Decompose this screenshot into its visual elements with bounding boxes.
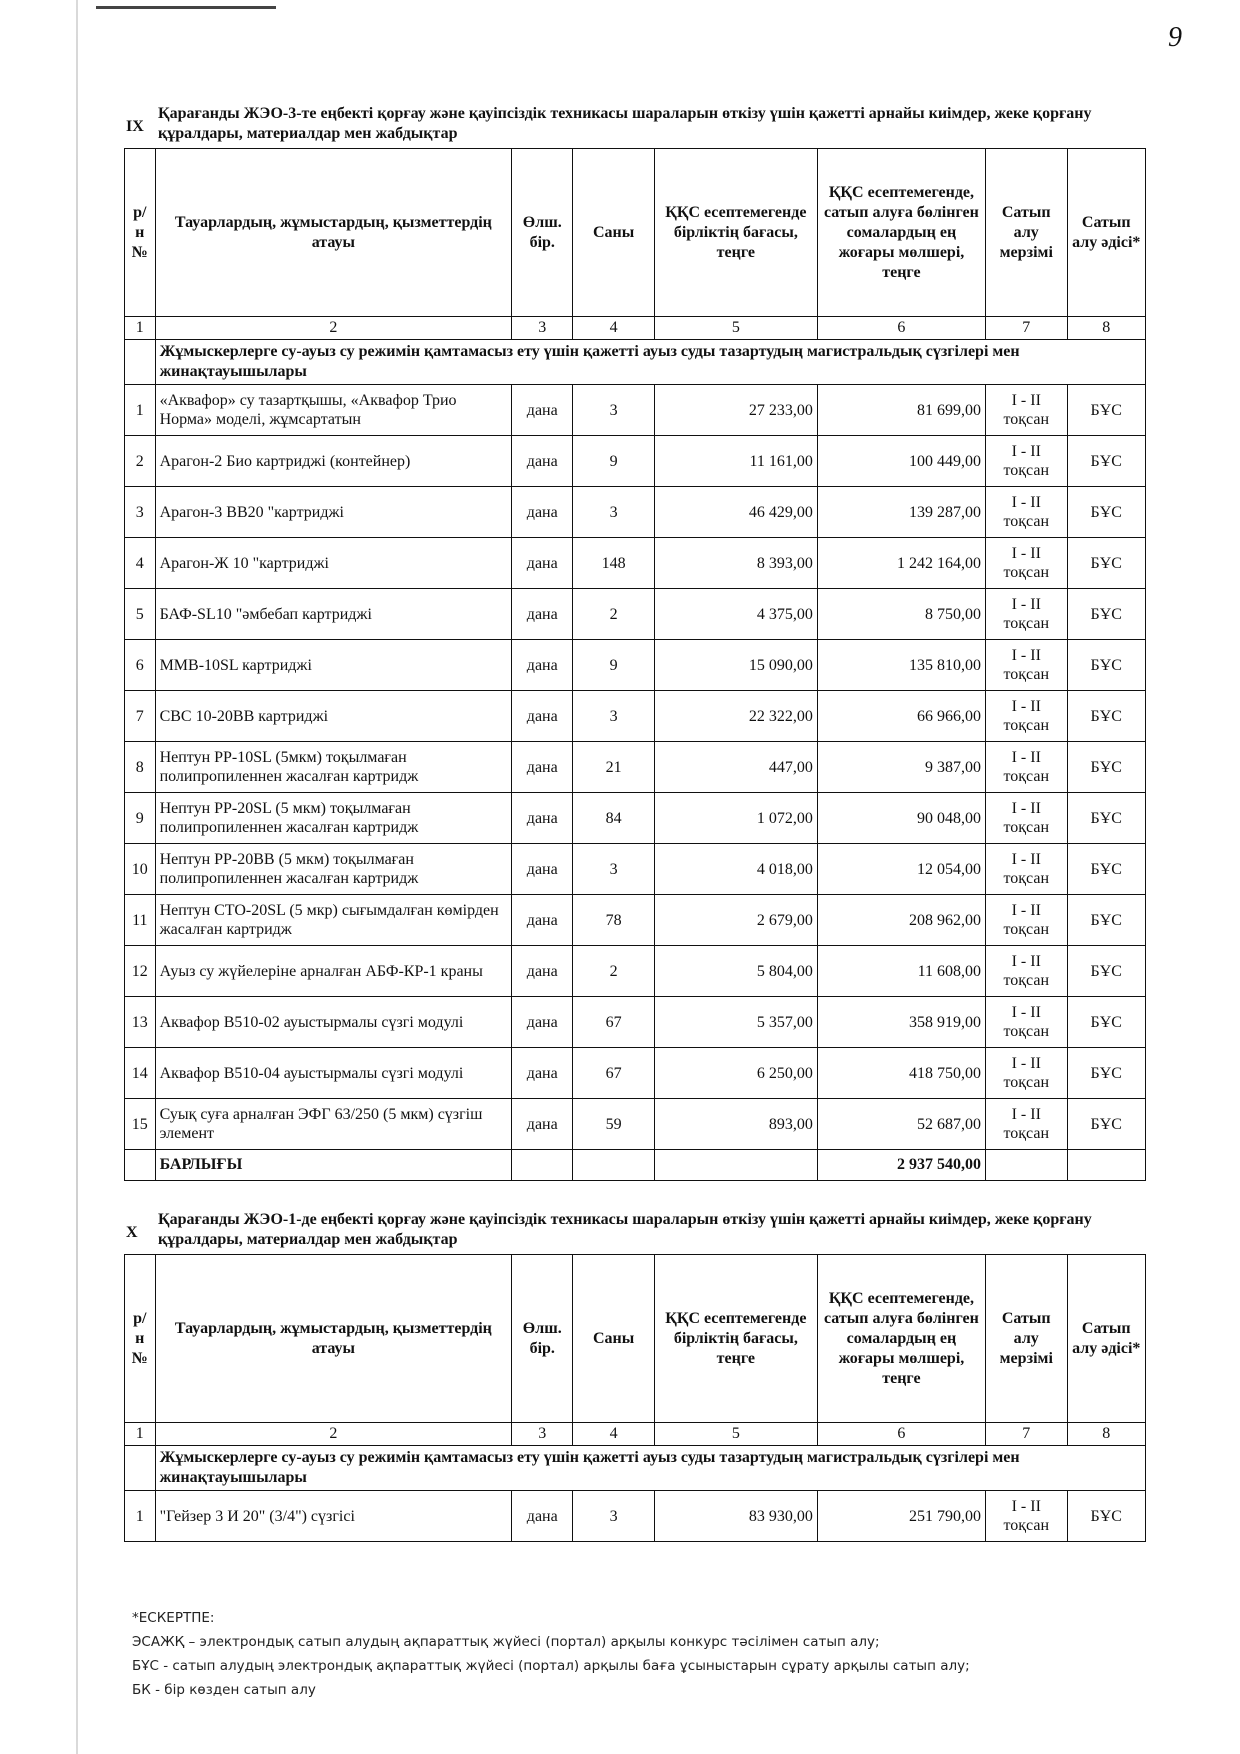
item-term: [985, 1099, 1067, 1150]
table-row: [125, 844, 1146, 895]
section-x: [124, 1210, 1146, 1542]
item-name: "Гейзер 3 И 20" (3/4") сүзгісі: [155, 1491, 512, 1542]
table-row: [125, 742, 1146, 793]
item-term: [985, 1048, 1067, 1099]
item-qty: 3: [573, 1491, 655, 1542]
section-ix-number: IX: [126, 118, 144, 135]
item-price: 6 250,00: [654, 1048, 817, 1099]
total-row: [125, 1150, 1146, 1181]
item-price: 15 090,00: [654, 640, 817, 691]
row-number: 15: [125, 1099, 156, 1150]
footnote-title: *ЕСКЕРТПЕ:: [132, 1610, 215, 1626]
term-quarters: I - II: [1011, 392, 1041, 409]
item-name: Арагон-2 Био картриджі (контейнер): [155, 436, 512, 487]
row-number: 12: [125, 946, 156, 997]
col-header-price: ҚҚС есептемегенде бірліктің бағасы, теңге: [654, 1255, 817, 1423]
table-row: [125, 538, 1146, 589]
total-label: БАРЛЫҒЫ: [155, 1150, 512, 1181]
item-unit: дана: [512, 742, 573, 793]
footnote-line: ЭСАЖҚ – электрондық сатып алудың ақпараттық жүйесі (портал) арқылы конкурс тәсілімен сатып алу;: [132, 1634, 880, 1650]
item-price: 447,00: [654, 742, 817, 793]
item-price: 8 393,00: [654, 538, 817, 589]
scan-corner-mark: [96, 6, 276, 9]
section-ix-header: [124, 104, 1146, 144]
table-row: [125, 436, 1146, 487]
item-sum: 8 750,00: [817, 589, 985, 640]
item-qty: 3: [573, 844, 655, 895]
item-name: Арагон-Ж 10 "картриджі: [155, 538, 512, 589]
term-unit: тоқсан: [1003, 1125, 1049, 1142]
col-number: 7: [985, 317, 1067, 340]
term-quarters: I - II: [1011, 443, 1041, 460]
section-ix-table: [124, 148, 1146, 1181]
item-term: [985, 793, 1067, 844]
term-unit: тоқсан: [1003, 921, 1049, 938]
item-unit: дана: [512, 1048, 573, 1099]
col-number: 5: [654, 317, 817, 340]
table-row: [125, 487, 1146, 538]
item-sum: 208 962,00: [817, 895, 985, 946]
term-quarters: I - II: [1011, 1004, 1041, 1021]
row-number: 3: [125, 487, 156, 538]
item-term: [985, 1491, 1067, 1542]
term-quarters: I - II: [1011, 545, 1041, 562]
item-method: БҰС: [1067, 589, 1146, 640]
item-qty: 3: [573, 385, 655, 436]
binding-edge: [76, 0, 78, 1754]
item-unit: дана: [512, 946, 573, 997]
item-unit: дана: [512, 997, 573, 1048]
term-unit: тоқсан: [1003, 564, 1049, 581]
item-method: БҰС: [1067, 997, 1146, 1048]
col-number: 6: [817, 1423, 985, 1446]
col-header-unit: Өлш. бір.: [512, 1255, 573, 1423]
section-ix-title: Қарағанды ЖЭО-3-те еңбекті қорғау және қауіпсіздік техникасы шараларын өткізу үшін қажетті арнайы киімдер, жеке қорғану құралдары, материалдар мен жабдықтар: [158, 105, 1092, 142]
item-method: БҰС: [1067, 1491, 1146, 1542]
item-sum: 135 810,00: [817, 640, 985, 691]
item-term: [985, 640, 1067, 691]
col-header-name: Тауарлардың, жұмыстардың, қызметтердің атауы: [155, 149, 512, 317]
total-value: 2 937 540,00: [817, 1150, 985, 1181]
table-row: [125, 895, 1146, 946]
row-number: 4: [125, 538, 156, 589]
item-unit: дана: [512, 487, 573, 538]
item-term: [985, 691, 1067, 742]
col-header-term: Сатып алу мерзімі: [985, 149, 1067, 317]
table-row: [125, 385, 1146, 436]
term-quarters: I - II: [1011, 953, 1041, 970]
col-header-sum: ҚҚС есептемегенде, сатып алуға бөлінген сомалардың ең жоғары мөлшері, теңге: [817, 1255, 985, 1423]
row-number: 10: [125, 844, 156, 895]
row-number: 14: [125, 1048, 156, 1099]
row-number: 13: [125, 997, 156, 1048]
item-unit: дана: [512, 691, 573, 742]
table-row: [125, 1048, 1146, 1099]
item-method: БҰС: [1067, 538, 1146, 589]
item-method: БҰС: [1067, 895, 1146, 946]
item-sum: 100 449,00: [817, 436, 985, 487]
item-unit: дана: [512, 1099, 573, 1150]
term-quarters: I - II: [1011, 851, 1041, 868]
item-method: БҰС: [1067, 487, 1146, 538]
col-number: 1: [125, 1423, 156, 1446]
item-qty: 3: [573, 691, 655, 742]
item-method: БҰС: [1067, 385, 1146, 436]
term-quarters: I - II: [1011, 494, 1041, 511]
item-method: БҰС: [1067, 844, 1146, 895]
item-unit: дана: [512, 895, 573, 946]
category-label: Жұмыскерлерге су-ауыз су режимін қамтамасыз ету үшін қажетті ауыз суды тазартудың магистральдық сүзгілері мен жинақтауышылары: [155, 340, 1145, 385]
term-quarters: I - II: [1011, 1106, 1041, 1123]
term-quarters: I - II: [1011, 698, 1041, 715]
item-term: [985, 385, 1067, 436]
col-header-method: Сатып алу әдісі*: [1067, 149, 1146, 317]
item-sum: 251 790,00: [817, 1491, 985, 1542]
row-number: 6: [125, 640, 156, 691]
item-method: БҰС: [1067, 1099, 1146, 1150]
term-unit: тоқсан: [1003, 870, 1049, 887]
table-row: [125, 997, 1146, 1048]
item-unit: дана: [512, 640, 573, 691]
item-unit: дана: [512, 1491, 573, 1542]
item-unit: дана: [512, 844, 573, 895]
item-term: [985, 538, 1067, 589]
section-ix: [124, 104, 1146, 1181]
term-unit: тоқсан: [1003, 666, 1049, 683]
item-method: БҰС: [1067, 640, 1146, 691]
item-name: Нептун PP-10SL (5мкм) тоқылмаған полипропиленнен жасалған картридж: [155, 742, 512, 793]
item-name: Нептун PP-20ВВ (5 мкм) тоқылмаған полипропиленнен жасалған картридж: [155, 844, 512, 895]
category-row: [125, 1446, 1146, 1491]
term-quarters: I - II: [1011, 800, 1041, 817]
item-price: 46 429,00: [654, 487, 817, 538]
col-header-num: р/н №: [125, 1255, 156, 1423]
item-name: ММВ-10SL картриджі: [155, 640, 512, 691]
item-term: [985, 844, 1067, 895]
item-qty: 21: [573, 742, 655, 793]
item-name: Аквафор В510-04 ауыстырмалы сүзгі модулі: [155, 1048, 512, 1099]
item-name: Нептун СТО-20SL (5 мкр) сығымдалған көмірден жасалған картридж: [155, 895, 512, 946]
item-method: БҰС: [1067, 742, 1146, 793]
item-sum: 52 687,00: [817, 1099, 985, 1150]
term-unit: тоқсан: [1003, 768, 1049, 785]
col-header-term: Сатып алу мерзімі: [985, 1255, 1067, 1423]
item-qty: 2: [573, 946, 655, 997]
col-header-num: р/н №: [125, 149, 156, 317]
item-name: Суық суға арналған ЭФГ 63/250 (5 мкм) сүзгіш элемент: [155, 1099, 512, 1150]
col-number: 2: [155, 1423, 512, 1446]
col-header-sum: ҚҚС есептемегенде, сатып алуға бөлінген сомалардың ең жоғары мөлшері, теңге: [817, 149, 985, 317]
column-number-row: [125, 317, 1146, 340]
item-unit: дана: [512, 538, 573, 589]
col-header-name: Тауарлардың, жұмыстардың, қызметтердің атауы: [155, 1255, 512, 1423]
item-method: БҰС: [1067, 691, 1146, 742]
term-unit: тоқсан: [1003, 615, 1049, 632]
item-qty: 67: [573, 1048, 655, 1099]
table-header-row: [125, 149, 1146, 317]
item-qty: 59: [573, 1099, 655, 1150]
col-number: 3: [512, 317, 573, 340]
item-price: 27 233,00: [654, 385, 817, 436]
item-price: 5 804,00: [654, 946, 817, 997]
col-number: 3: [512, 1423, 573, 1446]
item-qty: 148: [573, 538, 655, 589]
item-sum: 139 287,00: [817, 487, 985, 538]
item-qty: 78: [573, 895, 655, 946]
item-term: [985, 895, 1067, 946]
term-quarters: I - II: [1011, 1498, 1041, 1515]
item-price: 1 072,00: [654, 793, 817, 844]
row-number: 9: [125, 793, 156, 844]
col-number: 6: [817, 317, 985, 340]
page-number: 9: [1168, 22, 1182, 53]
col-header-method: Сатып алу әдісі*: [1067, 1255, 1146, 1423]
item-qty: 67: [573, 997, 655, 1048]
term-quarters: I - II: [1011, 647, 1041, 664]
col-number: 5: [654, 1423, 817, 1446]
col-header-qty: Саны: [573, 149, 655, 317]
item-price: 893,00: [654, 1099, 817, 1150]
table-header-row: [125, 1255, 1146, 1423]
footnote: [132, 1606, 970, 1702]
term-unit: тоқсан: [1003, 717, 1049, 734]
col-number: 2: [155, 317, 512, 340]
item-method: БҰС: [1067, 436, 1146, 487]
col-number: 8: [1067, 1423, 1146, 1446]
item-name: «Аквафор» су тазартқышы, «Аквафор Трио Норма» моделі, жұмсартатын: [155, 385, 512, 436]
item-sum: 9 387,00: [817, 742, 985, 793]
term-quarters: I - II: [1011, 596, 1041, 613]
column-number-row: [125, 1423, 1146, 1446]
term-unit: тоқсан: [1003, 1074, 1049, 1091]
term-unit: тоқсан: [1003, 1023, 1049, 1040]
item-unit: дана: [512, 589, 573, 640]
item-name: БАФ-SL10 "әмбебап картриджі: [155, 589, 512, 640]
item-price: 2 679,00: [654, 895, 817, 946]
section-x-number: X: [126, 1224, 138, 1241]
item-qty: 2: [573, 589, 655, 640]
item-name: Ауыз су жүйелеріне арналған АБФ-КР-1 краны: [155, 946, 512, 997]
term-unit: тоқсан: [1003, 462, 1049, 479]
item-name: Аквафор В510-02 ауыстырмалы сүзгі модулі: [155, 997, 512, 1048]
footnote-line: БК - бір көзден сатып алу: [132, 1682, 316, 1698]
item-sum: 418 750,00: [817, 1048, 985, 1099]
term-unit: тоқсан: [1003, 411, 1049, 428]
col-header-qty: Саны: [573, 1255, 655, 1423]
item-qty: 9: [573, 436, 655, 487]
item-sum: 11 608,00: [817, 946, 985, 997]
item-sum: 1 242 164,00: [817, 538, 985, 589]
col-number: 4: [573, 1423, 655, 1446]
table-row: [125, 640, 1146, 691]
item-sum: 358 919,00: [817, 997, 985, 1048]
item-unit: дана: [512, 385, 573, 436]
term-unit: тоқсан: [1003, 1517, 1049, 1534]
footnote-line: БҰС - сатып алудың электрондық ақпараттық жүйесі (портал) арқылы баға ұсыныстарын сұрату арқылы сатып алу;: [132, 1658, 970, 1674]
item-method: БҰС: [1067, 946, 1146, 997]
term-quarters: I - II: [1011, 749, 1041, 766]
item-price: 83 930,00: [654, 1491, 817, 1542]
col-number: 4: [573, 317, 655, 340]
row-number: 1: [125, 385, 156, 436]
table-row: [125, 691, 1146, 742]
col-number: 7: [985, 1423, 1067, 1446]
term-quarters: I - II: [1011, 1055, 1041, 1072]
item-term: [985, 487, 1067, 538]
table-row: [125, 1491, 1146, 1542]
item-price: 22 322,00: [654, 691, 817, 742]
item-sum: 66 966,00: [817, 691, 985, 742]
category-label: Жұмыскерлерге су-ауыз су режимін қамтамасыз ету үшін қажетті ауыз суды тазартудың магистральдық сүзгілері мен жинақтауышылары: [155, 1446, 1145, 1491]
item-price: 11 161,00: [654, 436, 817, 487]
item-term: [985, 946, 1067, 997]
item-qty: 84: [573, 793, 655, 844]
item-name: Арагон-3 ВВ20 "картриджі: [155, 487, 512, 538]
item-price: 5 357,00: [654, 997, 817, 1048]
col-header-price: ҚҚС есептемегенде бірліктің бағасы, теңге: [654, 149, 817, 317]
row-number: 5: [125, 589, 156, 640]
row-number: 7: [125, 691, 156, 742]
row-number: 11: [125, 895, 156, 946]
table-row: [125, 793, 1146, 844]
col-number: 1: [125, 317, 156, 340]
row-number: 1: [125, 1491, 156, 1542]
item-qty: 3: [573, 487, 655, 538]
item-sum: 81 699,00: [817, 385, 985, 436]
row-number: 8: [125, 742, 156, 793]
item-sum: 90 048,00: [817, 793, 985, 844]
item-name: СВС 10-20ВВ картриджі: [155, 691, 512, 742]
section-x-header: [124, 1210, 1146, 1250]
item-term: [985, 997, 1067, 1048]
item-sum: 12 054,00: [817, 844, 985, 895]
col-number: 8: [1067, 317, 1146, 340]
row-number: 2: [125, 436, 156, 487]
item-term: [985, 742, 1067, 793]
term-unit: тоқсан: [1003, 972, 1049, 989]
item-term: [985, 436, 1067, 487]
term-unit: тоқсан: [1003, 819, 1049, 836]
term-unit: тоқсан: [1003, 513, 1049, 530]
item-unit: дана: [512, 436, 573, 487]
item-unit: дана: [512, 793, 573, 844]
item-price: 4 018,00: [654, 844, 817, 895]
item-method: БҰС: [1067, 1048, 1146, 1099]
section-x-title: Қарағанды ЖЭО-1-де еңбекті қорғау және қауіпсіздік техникасы шараларын өткізу үшін қажетті арнайы киімдер, жеке қорғану құралдары, материалдар мен жабдықтар: [158, 1211, 1092, 1248]
table-row: [125, 946, 1146, 997]
category-row: [125, 340, 1146, 385]
term-quarters: I - II: [1011, 902, 1041, 919]
item-price: 4 375,00: [654, 589, 817, 640]
table-row: [125, 589, 1146, 640]
table-row: [125, 1099, 1146, 1150]
item-name: Нептун PP-20SL (5 мкм) тоқылмаған полипропиленнен жасалған картридж: [155, 793, 512, 844]
item-term: [985, 589, 1067, 640]
item-method: БҰС: [1067, 793, 1146, 844]
section-x-table: [124, 1254, 1146, 1542]
item-qty: 9: [573, 640, 655, 691]
col-header-unit: Өлш. бір.: [512, 149, 573, 317]
